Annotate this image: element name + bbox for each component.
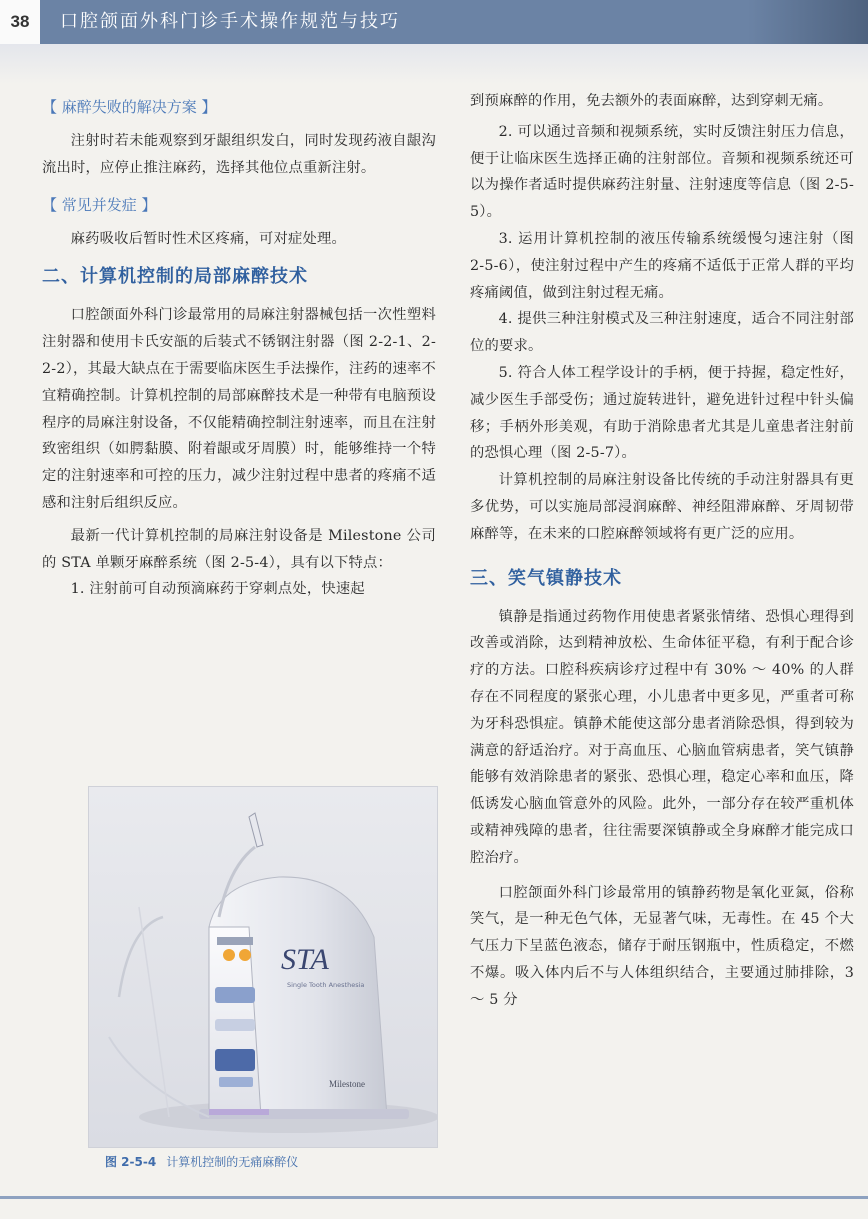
- figure-caption: [105, 1153, 298, 1170]
- paragraph: 镇静是指通过药物作用使患者紧张情绪、恐惧心理得到改善或消除，达到精神放松、生命体征平稳，有利于配合诊疗的方法。口腔科疾病诊疗过程中有 30% ～ 40% 的人群存在不同程度的紧张心理，小儿患者中更多见，严重者可称为牙科恐惧症。镇静术能使这部分患者消除恐惧，得到较为满意的舒适治疗。对于高血压、心脑血管病患者，笑气镇静能够有效消除患者的紧张、恐惧心理，稳定心率和血压，降低诱发心脑血管意外的风险。此外，一部分存在较严重机体或精神残障的患者，往往需要深镇静或全身麻醉才能完成口腔治疗。: [470, 608, 854, 866]
- paragraph: 注射时若未能观察到牙龈组织发白，同时发现药液自龈沟流出时，应停止推注麻药，选择其他位点重新注射。: [42, 133, 436, 176]
- bottom-rule: [0, 1196, 868, 1199]
- book-title: 口腔颌面外科门诊手术操作规范与技巧: [60, 11, 400, 32]
- page-number: 38: [0, 0, 40, 44]
- figure-label: 图 2-5-4: [105, 1155, 157, 1169]
- paragraph: 5. 符合人体工程学设计的手柄，便于持握，稳定性好，减少医生手部受伤；通过旋转进针，避免进针过程中针头偏移；手柄外形美观，有助于消除患者尤其是儿童患者注射前的恐惧心理（图 2-5-7）。: [470, 364, 854, 462]
- device-brand-text: STA: [281, 943, 329, 976]
- paragraph: 口腔颌面外科门诊最常用的镇静药物是氧化亚氮，俗称笑气，是一种无色气体，无显著气味，无毒性。在 45 个大气压力下呈蓝色液态，储存于耐压钢瓶中，性质稳定，不燃不爆。吸入体内后不与人体组织结合，主要通过肺排除，3 ～ 5 分: [470, 884, 854, 1008]
- paragraph: 1. 注射前可自动预滴麻药于穿刺点处，快速起: [70, 581, 365, 598]
- paragraph: 2. 可以通过音频和视频系统，实时反馈注射压力信息，便于让临床医生选择正确的注射部位。音频和视频系统还可以为操作者适时提供麻药注射量、注射速度等信息（图 2-5-5）。: [470, 123, 854, 221]
- section-heading-nitrous-oxide: 三、笑气镇静技术: [470, 567, 622, 589]
- figure-sta-device-photo: [88, 786, 438, 1148]
- header-shade: [748, 0, 868, 44]
- figure-caption-text: 计算机控制的无痛麻醉仪: [166, 1155, 299, 1169]
- right-column: [470, 88, 854, 1014]
- left-column: [42, 88, 436, 603]
- header-band: [0, 44, 868, 84]
- paragraph: 到预麻醉的作用，免去额外的表面麻醉，达到穿刺无痛。: [470, 93, 833, 109]
- device-subtitle-text: Single Tooth Anesthesia: [287, 981, 365, 989]
- subheading-anesthesia-failure: 【 麻醉失败的解决方案 】: [42, 98, 217, 116]
- paragraph: 4. 提供三种注射模式及三种注射速度，适合不同注射部位的要求。: [470, 311, 854, 355]
- device-maker-text: Milestone: [329, 1079, 365, 1089]
- sta-device-illustration: [89, 787, 437, 1147]
- page-header: [0, 0, 868, 44]
- section-heading-computer-controlled: 二、计算机控制的局部麻醉技术: [42, 266, 308, 288]
- paragraph: 最新一代计算机控制的局麻注射设备是 Milestone 公司的 STA 单颗牙麻醉系统（图 2-5-4），具有以下特点：: [42, 527, 436, 571]
- subheading-complications: 【 常见并发症 】: [42, 195, 157, 214]
- paragraph: 口腔颌面外科门诊最常用的局麻注射器械包括一次性塑料注射器和使用卡氏安瓿的后装式不锈钢注射器（图 2-2-1、2-2-2），其最大缺点在于需要临床医生手法操作，注药的速率不宜精确控制。计算机控制的局部麻醉技术是一种带有电脑预设程序的局麻注射设备，不仅能精确控制注射速率，而且在注射致密组织（如腭黏膜、附着龈或牙周膜）时，能够维持一个特定的注射速率和可控的压力，减少注射过程中患者的疼痛不适感和注射后组织反应。: [42, 307, 436, 511]
- paragraph: 麻药吸收后暂时性术区疼痛，可对症处理。: [70, 230, 347, 247]
- paragraph: 计算机控制的局麻注射设备比传统的手动注射器具有更多优势，可以实施局部浸润麻醉、神经阻滞麻醉、牙周韧带麻醉等，在未来的口腔麻醉领域将有更广泛的应用。: [470, 472, 854, 542]
- paragraph: 3. 运用计算机控制的液压传输系统缓慢匀速注射（图 2-5-6），使注射过程中产生的疼痛不适低于正常人群的平均疼痛阈值，做到注射过程无痛。: [470, 230, 854, 301]
